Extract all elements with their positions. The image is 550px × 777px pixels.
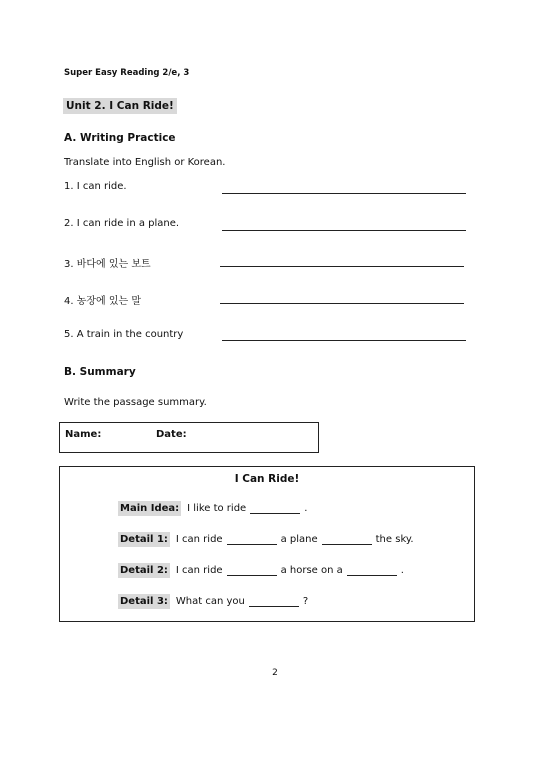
writing-practice-heading: A. Writing Practice — [64, 132, 176, 144]
answer-line-3[interactable] — [220, 266, 464, 267]
writing-item-5: 5. A train in the country — [64, 329, 184, 340]
writing-instruction: Translate into English or Korean. — [64, 157, 226, 168]
book-title: Super Easy Reading 2/e, 3 — [64, 68, 190, 78]
main-idea-label: Main Idea: — [120, 503, 180, 514]
detail-2-blank-2[interactable] — [347, 565, 397, 576]
detail-1-blank-2[interactable] — [322, 534, 372, 545]
detail-1-part-3: the sky. — [375, 534, 414, 545]
detail-2-row — [118, 563, 404, 578]
main-idea-row — [118, 501, 307, 516]
unit-title: Unit 2. I Can Ride! — [63, 98, 177, 114]
writing-item-3: 3. 바다에 있는 보트 — [64, 259, 151, 270]
detail-3-row — [118, 594, 308, 609]
summary-box — [59, 466, 475, 622]
date-label: Date: — [156, 429, 187, 440]
main-idea-text: I like to ride — [187, 503, 247, 514]
summary-instruction: Write the passage summary. — [64, 397, 207, 408]
name-date-box[interactable] — [59, 422, 319, 453]
detail-2-label: Detail 2: — [120, 565, 168, 576]
writing-item-1: 1. I can ride. — [64, 181, 127, 192]
main-idea-end: . — [304, 503, 308, 514]
answer-line-4[interactable] — [220, 303, 464, 304]
detail-3-part-1: What can you — [175, 596, 245, 607]
summary-heading: B. Summary — [64, 366, 136, 378]
detail-2-part-1: I can ride — [175, 565, 223, 576]
detail-1-part-1: I can ride — [175, 534, 223, 545]
detail-1-row — [118, 532, 414, 547]
detail-1-part-2: a plane — [280, 534, 318, 545]
summary-box-title: I Can Ride! — [234, 473, 300, 485]
name-label: Name: — [65, 429, 102, 440]
detail-2-blank-1[interactable] — [227, 565, 277, 576]
page-number: 2 — [272, 668, 278, 678]
detail-2-end: . — [400, 565, 404, 576]
detail-1-label: Detail 1: — [120, 534, 168, 545]
answer-line-5[interactable] — [222, 340, 466, 341]
detail-3-end: ? — [302, 596, 309, 607]
writing-item-2: 2. I can ride in a plane. — [64, 218, 180, 229]
detail-3-blank[interactable] — [249, 596, 299, 607]
answer-line-1[interactable] — [222, 193, 466, 194]
main-idea-blank[interactable] — [250, 503, 300, 514]
detail-3-label: Detail 3: — [120, 596, 168, 607]
detail-2-part-2: a horse on a — [280, 565, 343, 576]
detail-1-blank-1[interactable] — [227, 534, 277, 545]
answer-line-2[interactable] — [222, 230, 466, 231]
writing-item-4: 4. 농장에 있는 말 — [64, 296, 142, 307]
